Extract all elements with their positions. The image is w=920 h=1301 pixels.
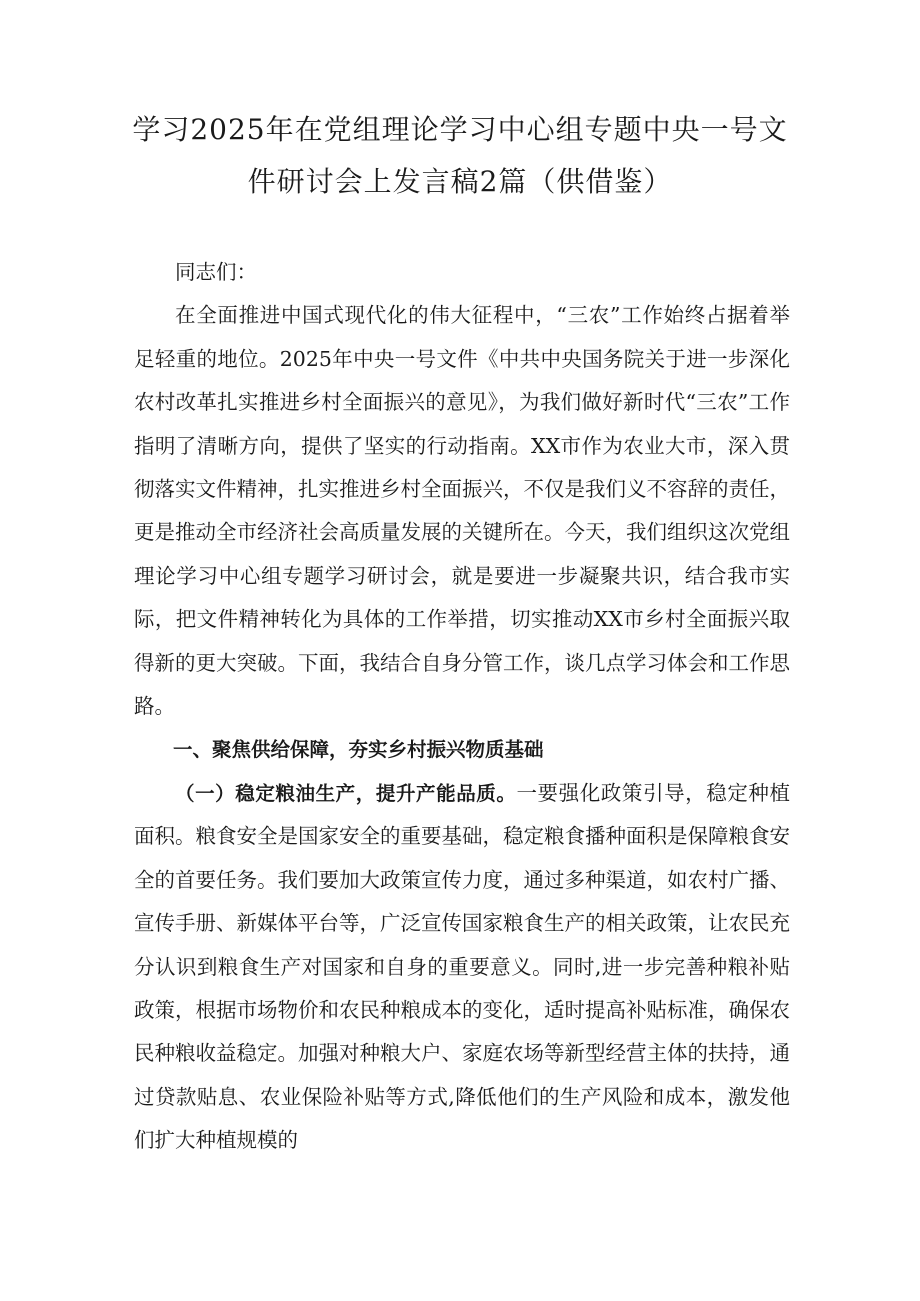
section-heading-1: 一、聚焦供给保障，夯实乡村振兴物质基础 <box>173 738 544 762</box>
document-body <box>134 251 790 1163</box>
subsection-lead-1: （一）稳定粮油生产，提升产能品质。 <box>175 781 517 805</box>
document-title <box>130 104 790 208</box>
title-line-2: 件研讨会上发言稿2篇（供借鉴） <box>247 165 673 198</box>
title-line-1: 学习2025年在党组理论学习中心组专题中央一号文 <box>132 113 788 146</box>
subsection-paragraph-1 <box>134 772 790 1163</box>
intro-paragraph: 在全面推进中国式现代化的伟大征程中，“三农”工作始终占据着举足轻重的地位。2025年中央一号文件《中共中央国务院关于进一步深化农村改革扎实推进乡村全面振兴的意见》，为我们做好新时代“三农”工作指明了清晰方向，提供了坚实的行动指南。XX市作为农业大市，深入贯彻落实文件精神，扎实推进乡村全面振兴，不仅是我们义不容辞的责任，更是推动全市经济社会高质量发展的关键所在。今天，我们组织这次党组理论学习中心组专题学习研讨会，就是要进一步凝聚共识，结合我市实际，把文件精神转化为具体的工作举措，切实推动XX市乡村全面振兴取得新的更大突破。下面，我结合自身分管工作，谈几点学习体会和工作思路。 <box>134 303 790 719</box>
subsection-text-1: 一要强化政策引导，稳定种植面积。粮食安全是国家安全的重要基础，稳定粮食播种面积是保障粮食安全的首要任务。我们要加大政策宣传力度，通过多种渠道，如农村广播、宣传手册、新媒体平台等，广泛宣传国家粮食生产的相关政策，让农民充分认识到粮食生产对国家和自身的重要意义。同时,进一步完善种粮补贴政策，根据市场物价和农民种粮成本的变化，适时提高补贴标准，确保农民种粮收益稳定。加强对种粮大户、家庭农场等新型经营主体的扶持，通过贷款贴息、农业保险补贴等方式,降低他们的生产风险和成本，激发他们扩大种植规模的 <box>134 780 790 1153</box>
salutation: 同志们： <box>175 260 257 284</box>
